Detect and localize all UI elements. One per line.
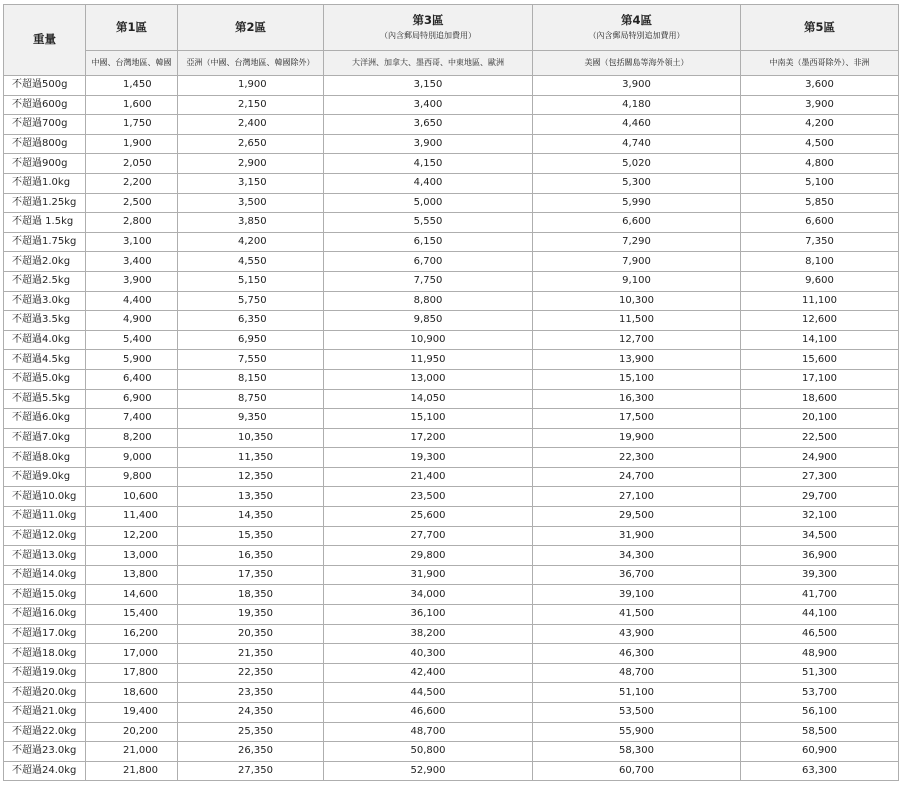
zone-4-rate-cell: 17,500 <box>533 409 741 429</box>
weight-cell: 不超過17.0kg <box>4 624 86 644</box>
table-row <box>4 761 899 781</box>
zone-3-rate-cell: 52,900 <box>324 761 533 781</box>
zone-2-rate-cell: 20,350 <box>178 624 324 644</box>
zone-1-rate-cell: 3,100 <box>86 232 178 252</box>
zone-3-regions: 大洋洲、加拿大、墨西哥、中東地區、歐洲 <box>324 51 533 76</box>
zone-3-header <box>324 5 533 51</box>
table-row <box>4 624 899 644</box>
zone-1-rate-cell: 17,000 <box>86 644 178 664</box>
zone-4-rate-cell: 3,900 <box>533 76 741 96</box>
zone-3-rate-cell: 6,700 <box>324 252 533 272</box>
zone-1-rate-cell: 9,800 <box>86 467 178 487</box>
weight-cell: 不超過23.0kg <box>4 742 86 762</box>
weight-cell: 不超過800g <box>4 134 86 154</box>
zone-4-rate-cell: 43,900 <box>533 624 741 644</box>
zone-2-rate-cell: 4,200 <box>178 232 324 252</box>
zone-2-header <box>178 5 324 51</box>
table-row <box>4 467 899 487</box>
zone-1-rate-cell: 12,200 <box>86 526 178 546</box>
weight-cell: 不超過4.5kg <box>4 350 86 370</box>
zone-2-rate-cell: 3,150 <box>178 173 324 193</box>
zone-1-rate-cell: 21,000 <box>86 742 178 762</box>
zone-2-rate-cell: 7,550 <box>178 350 324 370</box>
zone-5-rate-cell: 17,100 <box>741 369 899 389</box>
zone-4-title: 第4區 <box>620 13 652 28</box>
zone-2-title: 第2區 <box>234 19 266 34</box>
weight-cell: 不超過 1.5kg <box>4 213 86 233</box>
zone-4-note: （內含郵局特別追加費用） <box>588 30 685 40</box>
weight-cell: 不超過6.0kg <box>4 409 86 429</box>
zone-2-rate-cell: 14,350 <box>178 507 324 527</box>
zone-2-rate-cell: 8,750 <box>178 389 324 409</box>
zone-5-rate-cell: 39,300 <box>741 565 899 585</box>
zone-3-rate-cell: 14,050 <box>324 389 533 409</box>
zone-4-rate-cell: 5,020 <box>533 154 741 174</box>
zone-4-rate-cell: 13,900 <box>533 350 741 370</box>
zone-2-rate-cell: 13,350 <box>178 487 324 507</box>
zone-1-rate-cell: 4,900 <box>86 311 178 331</box>
zone-2-rate-cell: 16,350 <box>178 546 324 566</box>
zone-5-rate-cell: 4,200 <box>741 115 899 135</box>
zone-3-rate-cell: 13,000 <box>324 369 533 389</box>
zone-2-rate-cell: 19,350 <box>178 605 324 625</box>
weight-cell: 不超過18.0kg <box>4 644 86 664</box>
zone-3-rate-cell: 6,150 <box>324 232 533 252</box>
zone-5-regions: 中南美（墨西哥除外）、非洲 <box>741 51 899 76</box>
zone-1-rate-cell: 18,600 <box>86 683 178 703</box>
zone-1-rate-cell: 7,400 <box>86 409 178 429</box>
zone-2-rate-cell: 22,350 <box>178 663 324 683</box>
zone-1-rate-cell: 3,900 <box>86 271 178 291</box>
zone-3-rate-cell: 3,650 <box>324 115 533 135</box>
weight-cell: 不超過16.0kg <box>4 605 86 625</box>
zone-5-rate-cell: 48,900 <box>741 644 899 664</box>
zone-1-rate-cell: 1,900 <box>86 134 178 154</box>
zone-2-regions: 亞洲（中國、台灣地區、韓國除外） <box>178 51 324 76</box>
weight-cell: 不超過500g <box>4 76 86 96</box>
table-row <box>4 389 899 409</box>
zone-1-rate-cell: 1,600 <box>86 95 178 115</box>
weight-cell: 不超過21.0kg <box>4 703 86 723</box>
zone-4-rate-cell: 60,700 <box>533 761 741 781</box>
zone-2-rate-cell: 12,350 <box>178 467 324 487</box>
zone-2-rate-cell: 6,350 <box>178 311 324 331</box>
zone-4-rate-cell: 51,100 <box>533 683 741 703</box>
weight-cell: 不超過24.0kg <box>4 761 86 781</box>
zone-1-rate-cell: 8,200 <box>86 428 178 448</box>
zone-5-rate-cell: 8,100 <box>741 252 899 272</box>
zone-1-rate-cell: 5,400 <box>86 330 178 350</box>
weight-cell: 不超過12.0kg <box>4 526 86 546</box>
zone-1-rate-cell: 2,050 <box>86 154 178 174</box>
zone-2-rate-cell: 2,650 <box>178 134 324 154</box>
zone-3-rate-cell: 5,550 <box>324 213 533 233</box>
zone-1-rate-cell: 2,500 <box>86 193 178 213</box>
weight-cell: 不超過600g <box>4 95 86 115</box>
zone-3-rate-cell: 17,200 <box>324 428 533 448</box>
zone-1-rate-cell: 11,400 <box>86 507 178 527</box>
zone-2-rate-cell: 1,900 <box>178 76 324 96</box>
zone-5-rate-cell: 15,600 <box>741 350 899 370</box>
weight-cell: 不超過900g <box>4 154 86 174</box>
zone-4-regions: 美國（包括關島等海外領土） <box>533 51 741 76</box>
zone-4-rate-cell: 53,500 <box>533 703 741 723</box>
weight-cell: 不超過10.0kg <box>4 487 86 507</box>
table-row <box>4 605 899 625</box>
zone-3-rate-cell: 40,300 <box>324 644 533 664</box>
table-row <box>4 134 899 154</box>
table-row <box>4 722 899 742</box>
zone-5-rate-cell: 6,600 <box>741 213 899 233</box>
table-row <box>4 232 899 252</box>
zone-5-rate-cell: 46,500 <box>741 624 899 644</box>
zone-2-rate-cell: 21,350 <box>178 644 324 664</box>
zone-2-rate-cell: 10,350 <box>178 428 324 448</box>
zone-2-rate-cell: 2,400 <box>178 115 324 135</box>
zone-2-rate-cell: 25,350 <box>178 722 324 742</box>
table-row <box>4 330 899 350</box>
zone-4-header <box>533 5 741 51</box>
table-row <box>4 663 899 683</box>
zone-4-rate-cell: 41,500 <box>533 605 741 625</box>
zone-5-rate-cell: 11,100 <box>741 291 899 311</box>
zone-4-rate-cell: 36,700 <box>533 565 741 585</box>
zone-1-rate-cell: 2,200 <box>86 173 178 193</box>
zone-2-rate-cell: 3,850 <box>178 213 324 233</box>
zone-5-rate-cell: 41,700 <box>741 585 899 605</box>
zone-1-rate-cell: 1,450 <box>86 76 178 96</box>
zone-3-rate-cell: 31,900 <box>324 565 533 585</box>
zone-5-rate-cell: 5,850 <box>741 193 899 213</box>
zone-1-rate-cell: 2,800 <box>86 213 178 233</box>
table-row <box>4 311 899 331</box>
zone-1-rate-cell: 9,000 <box>86 448 178 468</box>
zone-3-rate-cell: 48,700 <box>324 722 533 742</box>
zone-4-rate-cell: 58,300 <box>533 742 741 762</box>
zone-3-rate-cell: 21,400 <box>324 467 533 487</box>
zone-2-rate-cell: 5,750 <box>178 291 324 311</box>
zone-5-rate-cell: 36,900 <box>741 546 899 566</box>
table-row <box>4 742 899 762</box>
zone-3-title: 第3區 <box>412 13 444 28</box>
zone-5-rate-cell: 29,700 <box>741 487 899 507</box>
zone-2-rate-cell: 9,350 <box>178 409 324 429</box>
zone-5-rate-cell: 22,500 <box>741 428 899 448</box>
zone-4-rate-cell: 4,460 <box>533 115 741 135</box>
zone-4-rate-cell: 11,500 <box>533 311 741 331</box>
zone-4-rate-cell: 9,100 <box>533 271 741 291</box>
zone-2-rate-cell: 3,500 <box>178 193 324 213</box>
zone-2-rate-cell: 27,350 <box>178 761 324 781</box>
weight-cell: 不超過3.5kg <box>4 311 86 331</box>
weight-cell: 不超過700g <box>4 115 86 135</box>
table-row <box>4 507 899 527</box>
zone-5-rate-cell: 51,300 <box>741 663 899 683</box>
zone-1-rate-cell: 14,600 <box>86 585 178 605</box>
table-row <box>4 703 899 723</box>
zone-2-rate-cell: 6,950 <box>178 330 324 350</box>
table-row <box>4 173 899 193</box>
zone-2-rate-cell: 15,350 <box>178 526 324 546</box>
weight-cell: 不超過15.0kg <box>4 585 86 605</box>
weight-cell: 不超過22.0kg <box>4 722 86 742</box>
table-row <box>4 154 899 174</box>
header-row <box>4 5 899 51</box>
zone-4-rate-cell: 7,900 <box>533 252 741 272</box>
weight-cell: 不超過2.5kg <box>4 271 86 291</box>
zone-3-rate-cell: 7,750 <box>324 271 533 291</box>
table-row <box>4 252 899 272</box>
zone-5-title: 第5區 <box>803 19 835 34</box>
weight-cell: 不超過11.0kg <box>4 507 86 527</box>
zone-4-rate-cell: 22,300 <box>533 448 741 468</box>
zone-3-rate-cell: 3,400 <box>324 95 533 115</box>
zone-1-rate-cell: 3,400 <box>86 252 178 272</box>
zone-1-rate-cell: 19,400 <box>86 703 178 723</box>
zone-3-rate-cell: 10,900 <box>324 330 533 350</box>
zone-3-rate-cell: 4,150 <box>324 154 533 174</box>
zone-5-rate-cell: 7,350 <box>741 232 899 252</box>
table-row <box>4 487 899 507</box>
zone-5-rate-cell: 58,500 <box>741 722 899 742</box>
zone-1-rate-cell: 16,200 <box>86 624 178 644</box>
region-row <box>4 51 899 76</box>
zone-5-rate-cell: 20,100 <box>741 409 899 429</box>
zone-3-rate-cell: 36,100 <box>324 605 533 625</box>
zone-3-note: （內含郵局特別追加費用） <box>380 30 476 40</box>
zone-5-header <box>741 5 899 51</box>
zone-3-rate-cell: 11,950 <box>324 350 533 370</box>
zone-2-rate-cell: 2,900 <box>178 154 324 174</box>
zone-3-rate-cell: 5,000 <box>324 193 533 213</box>
zone-4-rate-cell: 29,500 <box>533 507 741 527</box>
zone-4-rate-cell: 12,700 <box>533 330 741 350</box>
zone-4-rate-cell: 46,300 <box>533 644 741 664</box>
zone-5-rate-cell: 44,100 <box>741 605 899 625</box>
zone-4-rate-cell: 39,100 <box>533 585 741 605</box>
table-row <box>4 350 899 370</box>
table-row <box>4 546 899 566</box>
zone-5-rate-cell: 14,100 <box>741 330 899 350</box>
zone-3-rate-cell: 27,700 <box>324 526 533 546</box>
weight-cell: 不超過20.0kg <box>4 683 86 703</box>
zone-1-rate-cell: 6,900 <box>86 389 178 409</box>
zone-1-rate-cell: 1,750 <box>86 115 178 135</box>
table-row <box>4 428 899 448</box>
zone-4-rate-cell: 7,290 <box>533 232 741 252</box>
weight-cell: 不超過7.0kg <box>4 428 86 448</box>
zone-3-rate-cell: 50,800 <box>324 742 533 762</box>
weight-cell: 不超過4.0kg <box>4 330 86 350</box>
table-row <box>4 193 899 213</box>
table-row <box>4 585 899 605</box>
zone-3-rate-cell: 23,500 <box>324 487 533 507</box>
zone-2-rate-cell: 24,350 <box>178 703 324 723</box>
zone-4-rate-cell: 34,300 <box>533 546 741 566</box>
zone-4-rate-cell: 19,900 <box>533 428 741 448</box>
zone-5-rate-cell: 4,500 <box>741 134 899 154</box>
table-row <box>4 683 899 703</box>
zone-4-rate-cell: 5,300 <box>533 173 741 193</box>
zone-1-rate-cell: 10,600 <box>86 487 178 507</box>
zone-1-title: 第1區 <box>115 19 147 34</box>
table-row <box>4 526 899 546</box>
zone-2-rate-cell: 17,350 <box>178 565 324 585</box>
zone-3-rate-cell: 3,900 <box>324 134 533 154</box>
table-row <box>4 565 899 585</box>
weight-cell: 不超過14.0kg <box>4 565 86 585</box>
zone-4-rate-cell: 27,100 <box>533 487 741 507</box>
table-row <box>4 409 899 429</box>
zone-1-rate-cell: 15,400 <box>86 605 178 625</box>
zone-3-rate-cell: 46,600 <box>324 703 533 723</box>
zone-5-rate-cell: 3,900 <box>741 95 899 115</box>
zone-5-rate-cell: 34,500 <box>741 526 899 546</box>
zone-3-rate-cell: 9,850 <box>324 311 533 331</box>
zone-3-rate-cell: 44,500 <box>324 683 533 703</box>
zone-1-rate-cell: 17,800 <box>86 663 178 683</box>
zone-4-rate-cell: 55,900 <box>533 722 741 742</box>
zone-5-rate-cell: 4,800 <box>741 154 899 174</box>
zone-4-rate-cell: 10,300 <box>533 291 741 311</box>
zone-2-rate-cell: 4,550 <box>178 252 324 272</box>
table-row <box>4 95 899 115</box>
zone-5-rate-cell: 12,600 <box>741 311 899 331</box>
zone-5-rate-cell: 63,300 <box>741 761 899 781</box>
weight-cell: 不超過1.0kg <box>4 173 86 193</box>
weight-cell: 不超過5.5kg <box>4 389 86 409</box>
weight-cell: 不超過1.25kg <box>4 193 86 213</box>
zone-1-rate-cell: 6,400 <box>86 369 178 389</box>
zone-4-rate-cell: 48,700 <box>533 663 741 683</box>
zone-3-rate-cell: 42,400 <box>324 663 533 683</box>
shipping-rate-table <box>3 4 899 781</box>
zone-4-rate-cell: 5,990 <box>533 193 741 213</box>
zone-4-rate-cell: 31,900 <box>533 526 741 546</box>
rate-table-body <box>4 76 899 781</box>
zone-5-rate-cell: 3,600 <box>741 76 899 96</box>
zone-1-rate-cell: 5,900 <box>86 350 178 370</box>
zone-1-rate-cell: 13,800 <box>86 565 178 585</box>
zone-5-rate-cell: 18,600 <box>741 389 899 409</box>
zone-4-rate-cell: 24,700 <box>533 467 741 487</box>
zone-1-regions: 中國、台灣地區、韓國 <box>86 51 178 76</box>
table-row <box>4 369 899 389</box>
zone-4-rate-cell: 4,740 <box>533 134 741 154</box>
zone-4-rate-cell: 15,100 <box>533 369 741 389</box>
zone-1-rate-cell: 13,000 <box>86 546 178 566</box>
zone-3-rate-cell: 15,100 <box>324 409 533 429</box>
weight-cell: 不超過9.0kg <box>4 467 86 487</box>
zone-4-rate-cell: 16,300 <box>533 389 741 409</box>
table-row <box>4 271 899 291</box>
weight-cell: 不超過8.0kg <box>4 448 86 468</box>
zone-3-rate-cell: 19,300 <box>324 448 533 468</box>
zone-1-rate-cell: 21,800 <box>86 761 178 781</box>
weight-cell: 不超過19.0kg <box>4 663 86 683</box>
table-row <box>4 115 899 135</box>
table-row <box>4 644 899 664</box>
zone-5-rate-cell: 56,100 <box>741 703 899 723</box>
zone-2-rate-cell: 5,150 <box>178 271 324 291</box>
zone-5-rate-cell: 60,900 <box>741 742 899 762</box>
zone-5-rate-cell: 24,900 <box>741 448 899 468</box>
table-row <box>4 76 899 96</box>
zone-5-rate-cell: 32,100 <box>741 507 899 527</box>
zone-4-rate-cell: 4,180 <box>533 95 741 115</box>
zone-3-rate-cell: 29,800 <box>324 546 533 566</box>
table-row <box>4 291 899 311</box>
zone-1-rate-cell: 20,200 <box>86 722 178 742</box>
zone-5-rate-cell: 9,600 <box>741 271 899 291</box>
zone-3-rate-cell: 25,600 <box>324 507 533 527</box>
zone-2-rate-cell: 2,150 <box>178 95 324 115</box>
weight-column-header: 重量 <box>4 5 86 76</box>
zone-2-rate-cell: 8,150 <box>178 369 324 389</box>
zone-1-header <box>86 5 178 51</box>
weight-cell: 不超過3.0kg <box>4 291 86 311</box>
weight-cell: 不超過1.75kg <box>4 232 86 252</box>
zone-4-rate-cell: 6,600 <box>533 213 741 233</box>
weight-cell: 不超過13.0kg <box>4 546 86 566</box>
zone-2-rate-cell: 26,350 <box>178 742 324 762</box>
zone-2-rate-cell: 23,350 <box>178 683 324 703</box>
zone-2-rate-cell: 18,350 <box>178 585 324 605</box>
zone-2-rate-cell: 11,350 <box>178 448 324 468</box>
zone-3-rate-cell: 8,800 <box>324 291 533 311</box>
zone-5-rate-cell: 27,300 <box>741 467 899 487</box>
table-row <box>4 213 899 233</box>
zone-3-rate-cell: 3,150 <box>324 76 533 96</box>
zone-3-rate-cell: 34,000 <box>324 585 533 605</box>
zone-1-rate-cell: 4,400 <box>86 291 178 311</box>
zone-3-rate-cell: 38,200 <box>324 624 533 644</box>
table-row <box>4 448 899 468</box>
weight-cell: 不超過5.0kg <box>4 369 86 389</box>
zone-3-rate-cell: 4,400 <box>324 173 533 193</box>
zone-5-rate-cell: 5,100 <box>741 173 899 193</box>
zone-5-rate-cell: 53,700 <box>741 683 899 703</box>
weight-cell: 不超過2.0kg <box>4 252 86 272</box>
